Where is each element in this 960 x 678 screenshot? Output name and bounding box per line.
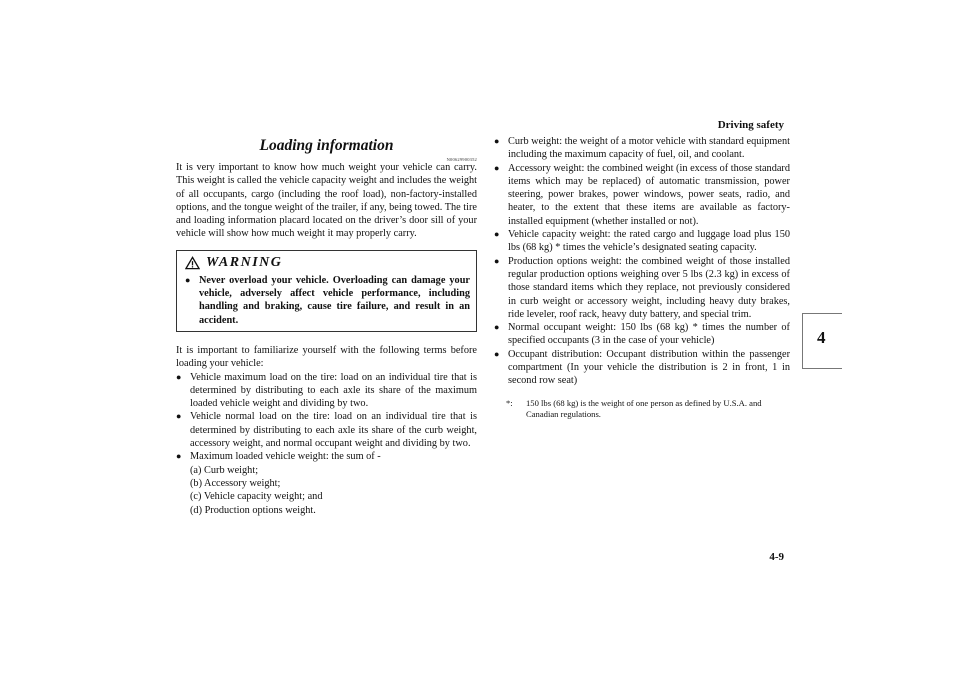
bullet-icon: ●: [176, 371, 182, 382]
warning-text: Never overload your vehicle. Overloading can damage your vehicle, adversely affect vehicle performance, including handling and braking, cause tire failure, and result in an accident.: [199, 274, 470, 326]
footnote-text: 150 lbs (68 kg) is the weight of one person as defined by U.S.A. and Canadian regulations.: [526, 397, 762, 419]
list-item: ● Production options weight: the combined weight of those installed regular production options weighing over 5 lbs (2.3 kg) in excess of those standard items which they replace, not previously considered in curb weight or accessory weight, including heavy duty brakes, ride leveler, roof rack, heavy duty battery, and special trim.: [494, 255, 790, 320]
bullet-icon: ●: [494, 322, 500, 333]
bullet-icon: ●: [494, 255, 500, 266]
sub-item: (a) Curb weight;: [190, 464, 259, 476]
bullet-icon: ●: [185, 274, 191, 285]
bullet-icon: ●: [176, 451, 182, 462]
list-item: ● Vehicle maximum load on the tire: load on an individual tire that is determined by distributing to each axle its share of the maximum loaded vehicle weight and dividing by two.: [176, 371, 477, 410]
terms-list-right: [494, 135, 790, 388]
bullet-icon: ●: [494, 162, 500, 173]
right-column: [494, 135, 790, 420]
bullet-icon: ●: [494, 229, 500, 240]
warning-header: [185, 254, 470, 272]
bullet-icon: ●: [176, 411, 182, 422]
list-item: [176, 450, 477, 516]
list-item: ● Occupant distribution: Occupant distribution within the passenger compartment (In your vehicle the distribution is 2 in front, 1 in second row seat): [494, 348, 790, 387]
sub-item: (c) Vehicle capacity weight; and: [190, 491, 323, 503]
warning-box: [176, 250, 477, 332]
list-item: ● Normal occupant weight: 150 lbs (68 kg) * times the number of specified occupants (3 in the case of your vehicle): [494, 322, 790, 347]
section-title: Driving safety: [717, 119, 784, 131]
footnote: [494, 398, 790, 420]
sub-item: (d) Production options weight.: [190, 504, 316, 516]
warning-item: [185, 274, 470, 327]
footnote-mark: *:: [506, 397, 513, 408]
familiarize-paragraph: It is important to familiarize yourself with the following terms before loading your vehicle:: [176, 344, 477, 370]
list-item: ● Curb weight: the weight of a motor vehicle with standard equipment including the maximum capacity of fuel, oil, and coolant.: [494, 136, 790, 161]
section-tab: [802, 313, 842, 369]
left-column: [176, 135, 477, 517]
list-item-text: Maximum loaded vehicle weight: the sum of -: [190, 451, 381, 463]
page-title: Loading information: [259, 137, 394, 154]
warning-label: WARNING: [206, 255, 283, 271]
intro-paragraph: It is very important to know how much weight your vehicle can carry. This weight is called the vehicle capacity weight and includes the weight of all occupants, cargo (including the roof load), non-factory-installed options, and the tongue weight of the trailer, if any, being towed. The tire and loading information placard located on the driver’s door sill of your vehicle will show how much weight it may properly carry.: [176, 162, 477, 240]
document-code: N00629900352: [446, 157, 477, 162]
page-number: 4-9: [769, 551, 784, 563]
list-item: ● Accessory weight: the combined weight (in excess of those standard items which may be replaced) of automatic transmission, power steering, power brakes, power windows, power seats, radio, and heater, to the extent that these items are available as factory- installed equipment (whether installed or not).: [494, 162, 790, 227]
list-item: ● Vehicle normal load on the tire: load on an individual tire that is determined by distributing to each axle its share of the curb weight, accessory weight, and normal occupant weight and dividing by two.: [176, 411, 477, 450]
bullet-icon: ●: [494, 348, 500, 359]
section-tab-number: 4: [817, 328, 826, 347]
sub-item: (b) Accessory weight;: [190, 477, 281, 489]
list-item: ● Vehicle capacity weight: the rated cargo and luggage load plus 150 lbs (68 kg) * times the vehicle’s designated seating capacity.: [494, 229, 790, 254]
bullet-icon: ●: [494, 136, 500, 146]
warning-triangle-icon: [185, 256, 200, 270]
terms-list-left: [176, 371, 477, 517]
